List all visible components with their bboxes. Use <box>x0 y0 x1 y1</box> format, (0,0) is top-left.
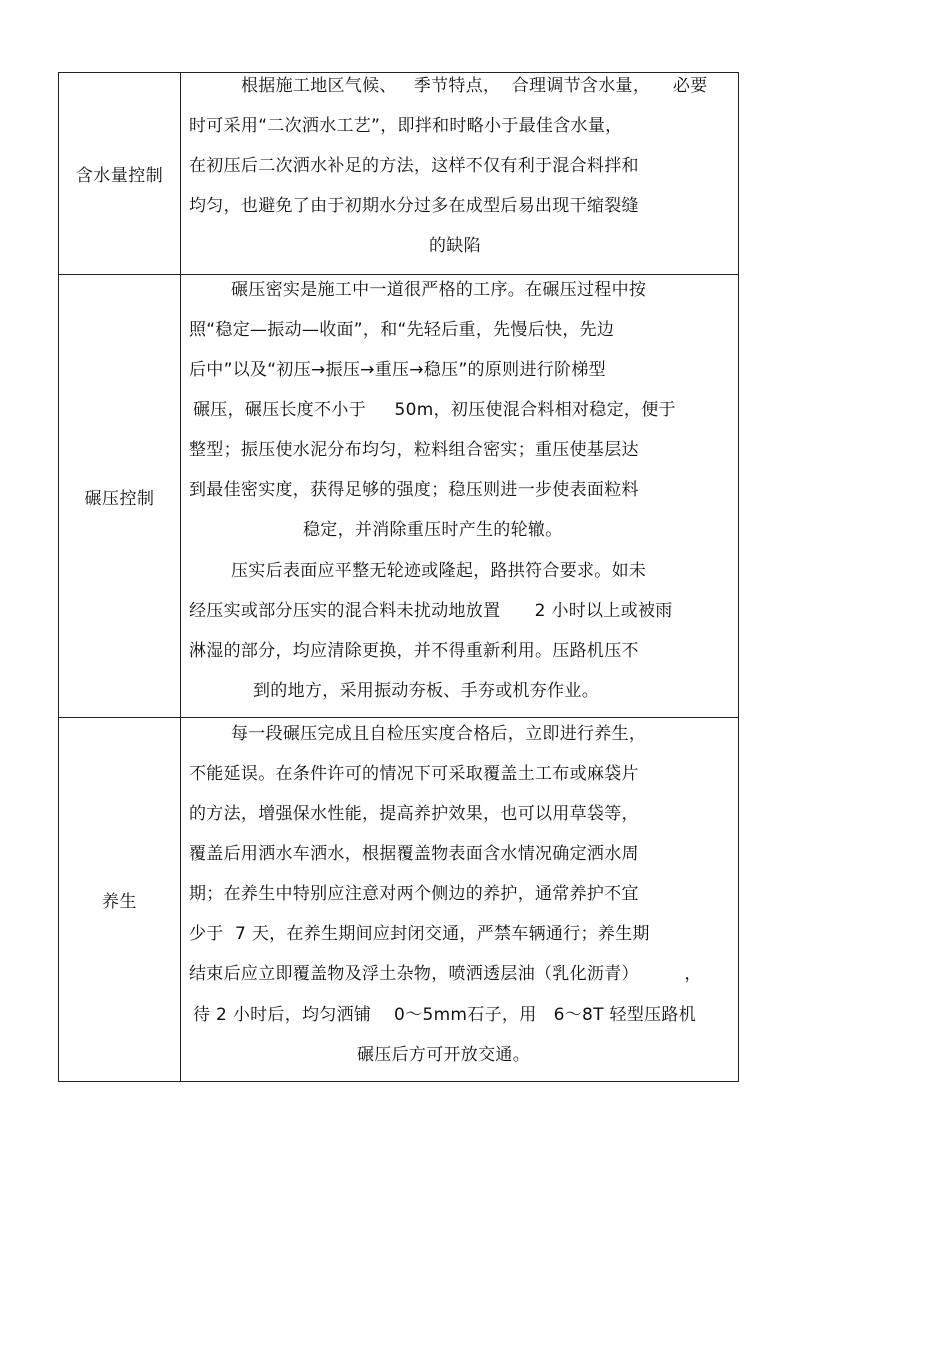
text-line: 每一段碾压完成且自检压实度合格后，立即进行养生， <box>231 724 647 744</box>
text-line: 少于 7 天，在养生期间应封闭交通，严禁车辆通行；养生期 <box>189 924 650 944</box>
table-row <box>59 73 738 275</box>
text-line: 根据施工地区气候、 季节特点， 合理调节含水量， 必要 <box>241 76 708 96</box>
text-line: 碾压后方可开放交通。 <box>357 1045 530 1065</box>
text-line: 期；在养生中特别应注意对两个侧边的养护，通常养护不宜 <box>189 884 639 904</box>
text-line: 压实后表面应平整无轮迹或隆起，路拱符合要求。如未 <box>231 561 647 581</box>
text-line: 碾压密实是施工中一道很严格的工序。在碾压过程中按 <box>231 280 647 300</box>
text-line: 待 2 小时后，均匀洒铺 0～5mm石子，用 6～8T 轻型压路机 <box>193 1005 697 1025</box>
text-line: 稳定，并消除重压时产生的轮辙。 <box>303 520 563 540</box>
construction-control-table <box>58 72 739 1082</box>
row-content <box>181 275 738 717</box>
text-line: 照“稳定—振动—收面”，和“先轻后重，先慢后快，先边 <box>189 320 615 340</box>
text-line: 淋湿的部分，均应清除更换，并不得重新利用。压路机压不 <box>189 641 639 661</box>
text-line: 的方法，增强保水性能，提高养护效果，也可以用草袋等， <box>189 804 639 824</box>
row-label: 养生 <box>59 718 181 1081</box>
text-line: 结束后应立即覆盖物及浮土杂物，喷洒透层油（乳化沥青） ， <box>189 964 702 984</box>
text-line: 到的地方，采用振动夯板、手夯或机夯作业。 <box>253 681 599 701</box>
text-line: 覆盖后用洒水车洒水，根据覆盖物表面含水情况确定洒水周 <box>189 844 639 864</box>
text-line: 在初压后二次洒水补足的方法，这样不仅有利于混合料拌和 <box>189 156 639 176</box>
text-line: 不能延误。在条件许可的情况下可采取覆盖土工布或麻袋片 <box>189 764 639 784</box>
row-content <box>181 718 738 1081</box>
row-label: 碾压控制 <box>59 275 181 717</box>
text-line: 经压实或部分压实的混合料未扰动地放置 2 小时以上或被雨 <box>189 601 673 621</box>
table-row <box>59 718 738 1081</box>
text-line: 时可采用“二次洒水工艺”，即拌和时略小于最佳含水量， <box>189 116 623 136</box>
text-line: 整型；振压使水泥分布均匀，粒料组合密实；重压使基层达 <box>189 440 639 460</box>
row-content <box>181 73 738 274</box>
text-line: 到最佳密实度，获得足够的强度；稳压则进一步使表面粒料 <box>189 480 639 500</box>
row-label: 含水量控制 <box>59 73 181 274</box>
text-line: 后中”以及“初压→振压→重压→稳压”的原则进行阶梯型 <box>189 360 606 380</box>
text-line: 均匀，也避免了由于初期水分过多在成型后易出现干缩裂缝 <box>189 196 639 216</box>
table-row <box>59 275 738 718</box>
text-line: 的缺陷 <box>429 236 481 256</box>
text-line: 碾压，碾压长度不小于 50m，初压使混合料相对稳定，便于 <box>193 400 676 420</box>
